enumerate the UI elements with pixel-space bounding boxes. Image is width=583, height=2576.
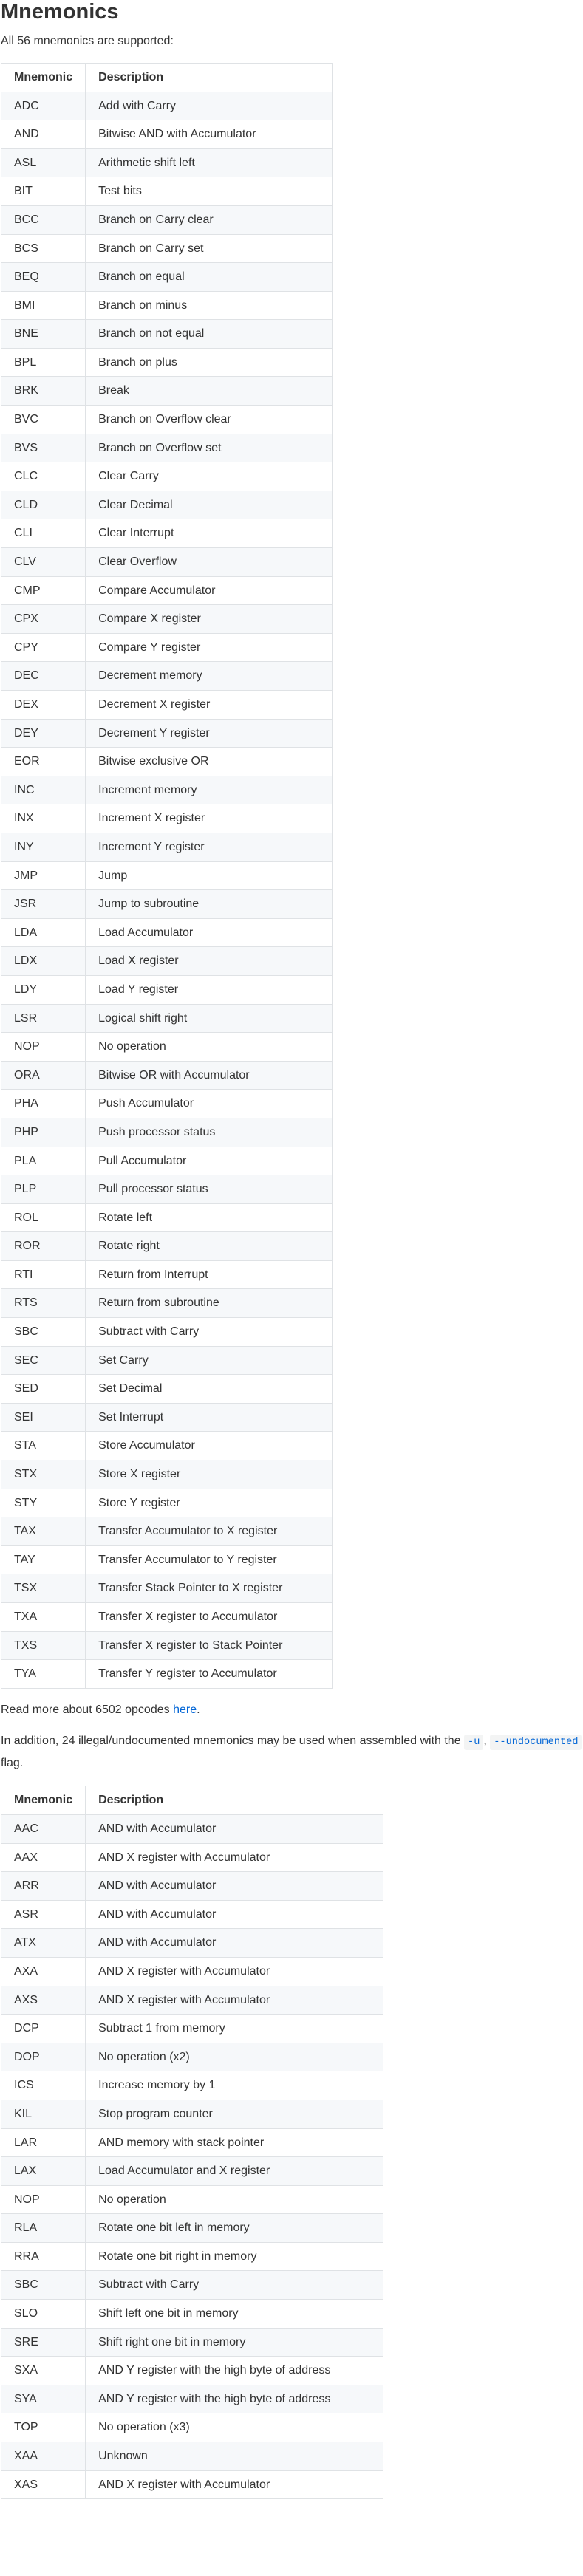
table-row: [1, 2242, 383, 2271]
table-row: [1, 2185, 383, 2214]
description-cell: Branch on not equal: [86, 320, 333, 349]
table-row: [1, 1175, 333, 1204]
description-cell: AND X register with Accumulator: [86, 2470, 383, 2499]
table-row: [1, 1061, 333, 1090]
mnemonic-cell: TXA: [1, 1603, 86, 1632]
description-cell: Clear Decimal: [86, 491, 333, 519]
mnemonic-cell: RTI: [1, 1260, 86, 1289]
description-cell: Transfer X register to Accumulator: [86, 1603, 333, 1632]
table-row: [1, 1203, 333, 1232]
table-row: [1, 2100, 383, 2128]
description-cell: Branch on equal: [86, 263, 333, 292]
description-cell: AND with Accumulator: [86, 1814, 383, 1843]
description-cell: Branch on minus: [86, 291, 333, 320]
mnemonic-cell: CPX: [1, 605, 86, 634]
table-row: [1, 1814, 383, 1843]
table-row: [1, 1900, 383, 1929]
mnemonic-cell: TSX: [1, 1574, 86, 1603]
table-row: [1, 1346, 333, 1375]
mnemonic-cell: ROR: [1, 1232, 86, 1261]
description-cell: Shift right one bit in memory: [86, 2328, 383, 2357]
table-row: [1, 1118, 333, 1147]
mnemonic-cell: LDY: [1, 975, 86, 1004]
table-row: [1, 1232, 333, 1261]
table-row: [1, 1957, 383, 1986]
table-row: [1, 462, 333, 491]
mnemonic-cell: BMI: [1, 291, 86, 320]
description-cell: AND with Accumulator: [86, 1929, 383, 1958]
description-cell: Rotate one bit left in memory: [86, 2214, 383, 2243]
table-row: [1, 890, 333, 919]
mnemonic-cell: BVS: [1, 434, 86, 462]
mnemonic-cell: PHP: [1, 1118, 86, 1147]
description-cell: Increase memory by 1: [86, 2071, 383, 2100]
table-row: [1, 748, 333, 776]
description-cell: Push processor status: [86, 1118, 333, 1147]
mnemonic-cell: ICS: [1, 2071, 86, 2100]
table-row: [1, 320, 333, 349]
table-row: [1, 1631, 333, 1660]
description-cell: Bitwise OR with Accumulator: [86, 1061, 333, 1090]
mnemonic-cell: ATX: [1, 1929, 86, 1958]
table-row: [1, 2442, 383, 2471]
description-cell: Set Carry: [86, 1346, 333, 1375]
table-row: [1, 1375, 333, 1404]
description-cell: Break: [86, 377, 333, 406]
illegal-intro-text: [1, 1731, 583, 1774]
mnemonic-cell: BCC: [1, 205, 86, 234]
undocumented-mnemonics-table: [1, 1786, 383, 2499]
table-header-row: [1, 63, 333, 92]
mnemonic-cell: JSR: [1, 890, 86, 919]
table-row: [1, 2071, 383, 2100]
mnemonic-cell: BEQ: [1, 263, 86, 292]
description-cell: Subtract 1 from memory: [86, 2015, 383, 2043]
table-row: [1, 1289, 333, 1318]
mnemonic-cell: SBC: [1, 1318, 86, 1347]
table-row: [1, 918, 333, 947]
mnemonic-cell: SYA: [1, 2385, 86, 2413]
mnemonic-cell: DEX: [1, 691, 86, 720]
description-cell: Stop program counter: [86, 2100, 383, 2128]
table-row: [1, 605, 333, 634]
table-row: [1, 2357, 383, 2385]
column-header-mnemonic: Mnemonic: [1, 63, 86, 92]
mnemonic-cell: SBC: [1, 2271, 86, 2300]
mnemonic-cell: PHA: [1, 1090, 86, 1118]
mnemonic-cell: TAY: [1, 1545, 86, 1574]
table-row: [1, 633, 333, 662]
description-cell: Bitwise AND with Accumulator: [86, 120, 333, 149]
table-row: [1, 1033, 333, 1062]
table-row: [1, 434, 333, 462]
description-cell: Unknown: [86, 2442, 383, 2471]
illegal-suffix: flag.: [1, 1757, 24, 1770]
mnemonic-cell: SRE: [1, 2328, 86, 2357]
description-cell: Jump to subroutine: [86, 890, 333, 919]
read-more-text: [1, 1701, 583, 1720]
mnemonic-cell: ROL: [1, 1203, 86, 1232]
table-row: [1, 1545, 333, 1574]
description-cell: Jump: [86, 861, 333, 890]
table-row: [1, 2413, 383, 2442]
table-row: [1, 263, 333, 292]
description-cell: Increment X register: [86, 804, 333, 833]
mnemonic-cell: NOP: [1, 2185, 86, 2214]
table-row: [1, 576, 333, 605]
description-cell: Load Accumulator and X register: [86, 2157, 383, 2186]
mnemonic-cell: STA: [1, 1432, 86, 1460]
table-row: [1, 1147, 333, 1175]
description-cell: Increment Y register: [86, 833, 333, 861]
mnemonic-cell: LDA: [1, 918, 86, 947]
mnemonic-cell: LAR: [1, 2128, 86, 2157]
description-cell: Transfer Y register to Accumulator: [86, 1660, 333, 1689]
table-row: [1, 234, 333, 263]
description-cell: Branch on Overflow clear: [86, 406, 333, 434]
description-cell: AND memory with stack pointer: [86, 2128, 383, 2157]
mnemonic-cell: EOR: [1, 748, 86, 776]
table-row: [1, 2157, 383, 2186]
table-row: [1, 406, 333, 434]
table-row: [1, 348, 333, 377]
table-row: [1, 291, 333, 320]
description-cell: Load Y register: [86, 975, 333, 1004]
mnemonic-cell: TOP: [1, 2413, 86, 2442]
table-row: [1, 2271, 383, 2300]
table-row: [1, 2385, 383, 2413]
description-cell: AND Y register with the high byte of address: [86, 2385, 383, 2413]
table-row: [1, 1432, 333, 1460]
mnemonic-cell: ADC: [1, 92, 86, 120]
description-cell: Transfer X register to Stack Pointer: [86, 1631, 333, 1660]
description-cell: AND with Accumulator: [86, 1900, 383, 1929]
mnemonic-cell: CPY: [1, 633, 86, 662]
table-row: [1, 548, 333, 577]
page-title: Mnemonics: [1, 0, 119, 24]
table-row: [1, 2043, 383, 2071]
table-row: [1, 947, 333, 976]
table-row: [1, 776, 333, 804]
mnemonic-cell: INX: [1, 804, 86, 833]
description-cell: Transfer Stack Pointer to X register: [86, 1574, 333, 1603]
mnemonic-cell: RRA: [1, 2242, 86, 2271]
table-row: [1, 691, 333, 720]
description-cell: Push Accumulator: [86, 1090, 333, 1118]
description-cell: Decrement Y register: [86, 719, 333, 748]
description-cell: Pull Accumulator: [86, 1147, 333, 1175]
description-cell: AND Y register with the high byte of address: [86, 2357, 383, 2385]
table-row: [1, 1574, 333, 1603]
table-row: [1, 1260, 333, 1289]
description-cell: Shift left one bit in memory: [86, 2300, 383, 2329]
description-cell: Clear Interrupt: [86, 519, 333, 548]
description-cell: Increment memory: [86, 776, 333, 804]
description-cell: Load Accumulator: [86, 918, 333, 947]
table-row: [1, 1318, 333, 1347]
table-row: [1, 1403, 333, 1432]
description-cell: Pull processor status: [86, 1175, 333, 1204]
description-cell: Bitwise exclusive OR: [86, 748, 333, 776]
description-cell: AND X register with Accumulator: [86, 1843, 383, 1872]
flag-long-code: --undocumented: [490, 1735, 582, 1750]
table-row: [1, 2328, 383, 2357]
read-more-suffix: .: [197, 1703, 200, 1716]
table-row: [1, 861, 333, 890]
description-cell: Set Interrupt: [86, 1403, 333, 1432]
description-cell: Compare X register: [86, 605, 333, 634]
table-row: [1, 2214, 383, 2243]
mnemonic-cell: DEY: [1, 719, 86, 748]
mnemonic-cell: DOP: [1, 2043, 86, 2071]
mnemonic-cell: SEC: [1, 1346, 86, 1375]
table-row: [1, 1489, 333, 1517]
intro-text: All 56 mnemonics are supported:: [1, 35, 174, 48]
table-row: [1, 377, 333, 406]
description-cell: Load X register: [86, 947, 333, 976]
description-cell: Store X register: [86, 1460, 333, 1489]
column-header-description: Description: [86, 1786, 383, 1815]
table-row: [1, 2300, 383, 2329]
description-cell: Logical shift right: [86, 1004, 333, 1033]
mnemonic-cell: SEI: [1, 1403, 86, 1432]
read-more-prefix: Read more about 6502 opcodes: [1, 1703, 174, 1716]
table-row: [1, 833, 333, 861]
mnemonic-cell: PLP: [1, 1175, 86, 1204]
description-cell: Return from Interrupt: [86, 1260, 333, 1289]
description-cell: Branch on Carry clear: [86, 205, 333, 234]
table-row: [1, 519, 333, 548]
mnemonic-cell: CLV: [1, 548, 86, 577]
mnemonic-cell: ASR: [1, 1900, 86, 1929]
table-row: [1, 1603, 333, 1632]
mnemonic-cell: DCP: [1, 2015, 86, 2043]
description-cell: Rotate right: [86, 1232, 333, 1261]
description-cell: Add with Carry: [86, 92, 333, 120]
description-cell: Subtract with Carry: [86, 2271, 383, 2300]
table-row: [1, 92, 333, 120]
table-row: [1, 1460, 333, 1489]
table-row: [1, 491, 333, 519]
description-cell: Set Decimal: [86, 1375, 333, 1404]
description-cell: Transfer Accumulator to X register: [86, 1517, 333, 1546]
mnemonic-cell: TAX: [1, 1517, 86, 1546]
mnemonic-cell: ARR: [1, 1872, 86, 1901]
mnemonic-cell: BPL: [1, 348, 86, 377]
mnemonic-cell: INY: [1, 833, 86, 861]
description-cell: Clear Overflow: [86, 548, 333, 577]
mnemonic-cell: AXS: [1, 1986, 86, 2015]
mnemonic-cell: ASL: [1, 148, 86, 177]
mnemonic-cell: BIT: [1, 177, 86, 206]
table-row: [1, 975, 333, 1004]
description-cell: Compare Y register: [86, 633, 333, 662]
mnemonic-cell: DEC: [1, 662, 86, 691]
description-cell: Store Accumulator: [86, 1432, 333, 1460]
table-row: [1, 2128, 383, 2157]
table-row: [1, 120, 333, 149]
description-cell: No operation: [86, 1033, 333, 1062]
table-row: [1, 2470, 383, 2499]
flag-separator: ,: [483, 1735, 491, 1748]
opcodes-link[interactable]: here: [173, 1703, 197, 1716]
table-row: [1, 1517, 333, 1546]
mnemonic-cell: XAS: [1, 2470, 86, 2499]
mnemonic-cell: AND: [1, 120, 86, 149]
mnemonic-cell: KIL: [1, 2100, 86, 2128]
description-cell: Return from subroutine: [86, 1289, 333, 1318]
description-cell: Arithmetic shift left: [86, 148, 333, 177]
table-row: [1, 1872, 383, 1901]
description-cell: Test bits: [86, 177, 333, 206]
description-cell: AND X register with Accumulator: [86, 1957, 383, 1986]
mnemonic-cell: STY: [1, 1489, 86, 1517]
table-row: [1, 1986, 383, 2015]
description-cell: Rotate one bit right in memory: [86, 2242, 383, 2271]
description-cell: No operation: [86, 2185, 383, 2214]
description-cell: AND with Accumulator: [86, 1872, 383, 1901]
description-cell: Compare Accumulator: [86, 576, 333, 605]
mnemonic-cell: RTS: [1, 1289, 86, 1318]
description-cell: Branch on plus: [86, 348, 333, 377]
table-row: [1, 1843, 383, 1872]
mnemonic-cell: TYA: [1, 1660, 86, 1689]
description-cell: Decrement X register: [86, 691, 333, 720]
mnemonic-cell: TXS: [1, 1631, 86, 1660]
description-cell: Store Y register: [86, 1489, 333, 1517]
table-row: [1, 804, 333, 833]
mnemonics-table: [1, 63, 333, 1689]
table-row: [1, 1004, 333, 1033]
flag-short-code: -u: [464, 1735, 483, 1750]
mnemonic-cell: RLA: [1, 2214, 86, 2243]
mnemonic-cell: BNE: [1, 320, 86, 349]
mnemonic-cell: CLI: [1, 519, 86, 548]
description-cell: AND X register with Accumulator: [86, 1986, 383, 2015]
mnemonic-cell: INC: [1, 776, 86, 804]
mnemonic-cell: BVC: [1, 406, 86, 434]
mnemonic-cell: CLC: [1, 462, 86, 491]
mnemonic-cell: LSR: [1, 1004, 86, 1033]
mnemonic-cell: JMP: [1, 861, 86, 890]
mnemonic-cell: AXA: [1, 1957, 86, 1986]
column-header-description: Description: [86, 63, 333, 92]
mnemonic-cell: CLD: [1, 491, 86, 519]
description-cell: Branch on Overflow set: [86, 434, 333, 462]
table-row: [1, 1660, 333, 1689]
table-header-row: [1, 1786, 383, 1815]
mnemonic-cell: ORA: [1, 1061, 86, 1090]
description-cell: No operation (x3): [86, 2413, 383, 2442]
description-cell: Decrement memory: [86, 662, 333, 691]
mnemonic-cell: SED: [1, 1375, 86, 1404]
mnemonic-cell: STX: [1, 1460, 86, 1489]
mnemonic-cell: XAA: [1, 2442, 86, 2471]
mnemonic-cell: BRK: [1, 377, 86, 406]
mnemonic-cell: AAC: [1, 1814, 86, 1843]
table-row: [1, 205, 333, 234]
table-row: [1, 662, 333, 691]
mnemonic-cell: LAX: [1, 2157, 86, 2186]
mnemonic-cell: CMP: [1, 576, 86, 605]
illegal-prefix: In addition, 24 illegal/undocumented mnemonics may be used when assembled with the: [1, 1735, 465, 1748]
table-row: [1, 2015, 383, 2043]
mnemonic-cell: LDX: [1, 947, 86, 976]
column-header-mnemonic: Mnemonic: [1, 1786, 86, 1815]
description-cell: Subtract with Carry: [86, 1318, 333, 1347]
description-cell: Rotate left: [86, 1203, 333, 1232]
description-cell: Transfer Accumulator to Y register: [86, 1545, 333, 1574]
mnemonic-cell: AAX: [1, 1843, 86, 1872]
description-cell: Clear Carry: [86, 462, 333, 491]
mnemonic-cell: SXA: [1, 2357, 86, 2385]
description-cell: Branch on Carry set: [86, 234, 333, 263]
table-row: [1, 1090, 333, 1118]
table-row: [1, 177, 333, 206]
mnemonic-cell: BCS: [1, 234, 86, 263]
mnemonic-cell: SLO: [1, 2300, 86, 2329]
mnemonic-cell: PLA: [1, 1147, 86, 1175]
table-row: [1, 1929, 383, 1958]
description-cell: No operation (x2): [86, 2043, 383, 2071]
table-row: [1, 148, 333, 177]
mnemonic-cell: NOP: [1, 1033, 86, 1062]
table-row: [1, 719, 333, 748]
